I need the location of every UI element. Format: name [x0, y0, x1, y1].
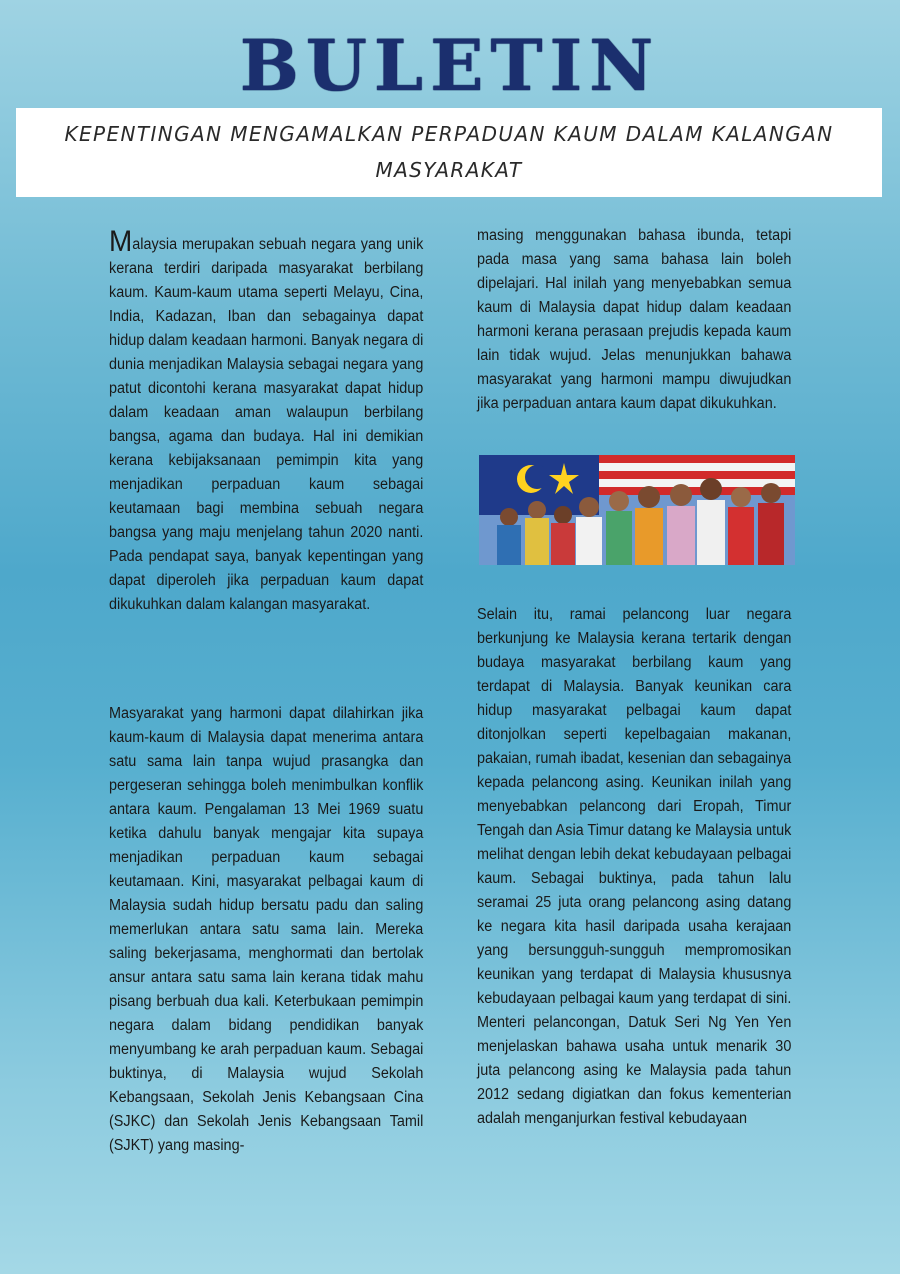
paragraph-3-text: masing menggunakan bahasa ibunda, tetapi pada masa yang sama bahasa lain boleh dipelajari. Hal inilah yang menyebabkan semua kaum di Malaysia dapat hidup dalam keadaan harmoni kerana perasaan prejudis kepada kaum lain tidak wujud. Jelas menunjukkan bahawa masyarakat yang harmoni mampu diwujudkan jika perpaduan antara kaum dapat dikukuhkan. — [477, 227, 792, 412]
paragraph-2 — [109, 702, 423, 1158]
paragraph-1 — [109, 225, 424, 617]
headline-box — [16, 108, 882, 197]
paragraph-4 — [477, 603, 791, 1131]
headline-line-2: MASYARAKAT — [375, 158, 523, 182]
paragraph-3 — [477, 224, 791, 416]
paragraph-1-text: alaysia merupakan sebuah negara yang unik kerana terdiri daripada masyarakat berbilang kaum. Kaum-kaum utama seperti Melayu, Cina, India, Kadazan, Iban dan sebagainya dapat hidup dalam keadaan harmoni. Banyak negara di dunia menjadikan Malaysia sebagai negara yang patut dicontohi kerana masyarakat dapat hidup dalam keadaan aman walaupun berbilang bangsa, agama dan budaya. Hal ini demikian kerana kebijaksanaan pemimpin kita yang menjadikan perpaduan kaum sebagai keutamaan bagi membina sebuah negara bangsa yang maju menjelang tahun 2020 nanti. Pada pendapat saya, banyak kepentingan yang dapat diperoleh jika perpaduan kaum dapat dikukuhkan dalam kalangan masyarakat. — [109, 236, 424, 613]
headline-line-1: KEPENTINGAN MENGAMALKAN PERPADUAN KAUM DALAM KALANGAN — [64, 122, 834, 146]
paragraph-4-text: Selain itu, ramai pelancong luar negara berkunjung ke Malaysia kerana tertarik dengan budaya masyarakat berbilang kaum yang terdapat di Malaysia. Banyak keunikan cara hidup masyarakat pelbagai kaum dapat ditonjolkan seperti kepelbagaian makanan, pakaian, rumah ibadat, kesenian dan sebagainya kepada pelancong asing. Keunikan inilah yang menyebabkan pelancong dari Eropah, Timur Tengah dan Asia Timur datang ke Malaysia untuk melihat dengan lebih dekat kebudayaan pelbagai kaum. Sebagai buktinya, pada tahun lalu seramai 25 juta orang pelancong asing datang ke negara kita hasil daripada usaha kerajaan yang bersungguh-sungguh mempromosikan keunikan yang terdapat di Malaysia khususnya kebudayaan pelbagai kaum yang terdapat di sini. Menteri pelancongan, Datuk Seri Ng Yen Yen menjelaskan bahawa usaha untuk menarik 30 juta pelancong asing ke Malaysia pada tahun 2012 sedang digiatkan dan fokus kementerian adalah menganjurkan festival kebudayaan — [477, 606, 792, 1127]
unity-photo-illustration — [479, 455, 795, 565]
drop-cap: M — [109, 225, 133, 258]
masthead-title: BULETIN — [239, 24, 661, 107]
paragraph-2-text: Masyarakat yang harmoni dapat dilahirkan jika kaum-kaum di Malaysia dapat menerima antara satu sama lain tanpa wujud prasangka dan pergeseran sehingga boleh menimbulkan konflik antara kaum. Pengalaman 13 Mei 1969 suatu ketika dahulu banyak mengajar kita supaya menjadikan perpaduan kaum sebagai keutamaan. Kini, masyarakat pelbagai kaum di Malaysia sudah hidup bersatu padu dan saling memerlukan antara satu sama lain. Mereka saling bekerjasama, menghormati dan bertolak ansur antara satu sama lain kerana tidak mahu pisang berbuah dua kali. Keterbukaan pemimpin negara dalam bidang pendidikan banyak menyumbang ke arah perpaduan kaum. Sebagai buktinya, di Malaysia wujud Sekolah Kebangsaan, Sekolah Jenis Kebangsaan Cina (SJKC) dan Sekolah Jenis Kebangsaan Tamil (SJKT) yang masing- — [109, 705, 424, 1154]
unity-photo — [479, 455, 795, 565]
